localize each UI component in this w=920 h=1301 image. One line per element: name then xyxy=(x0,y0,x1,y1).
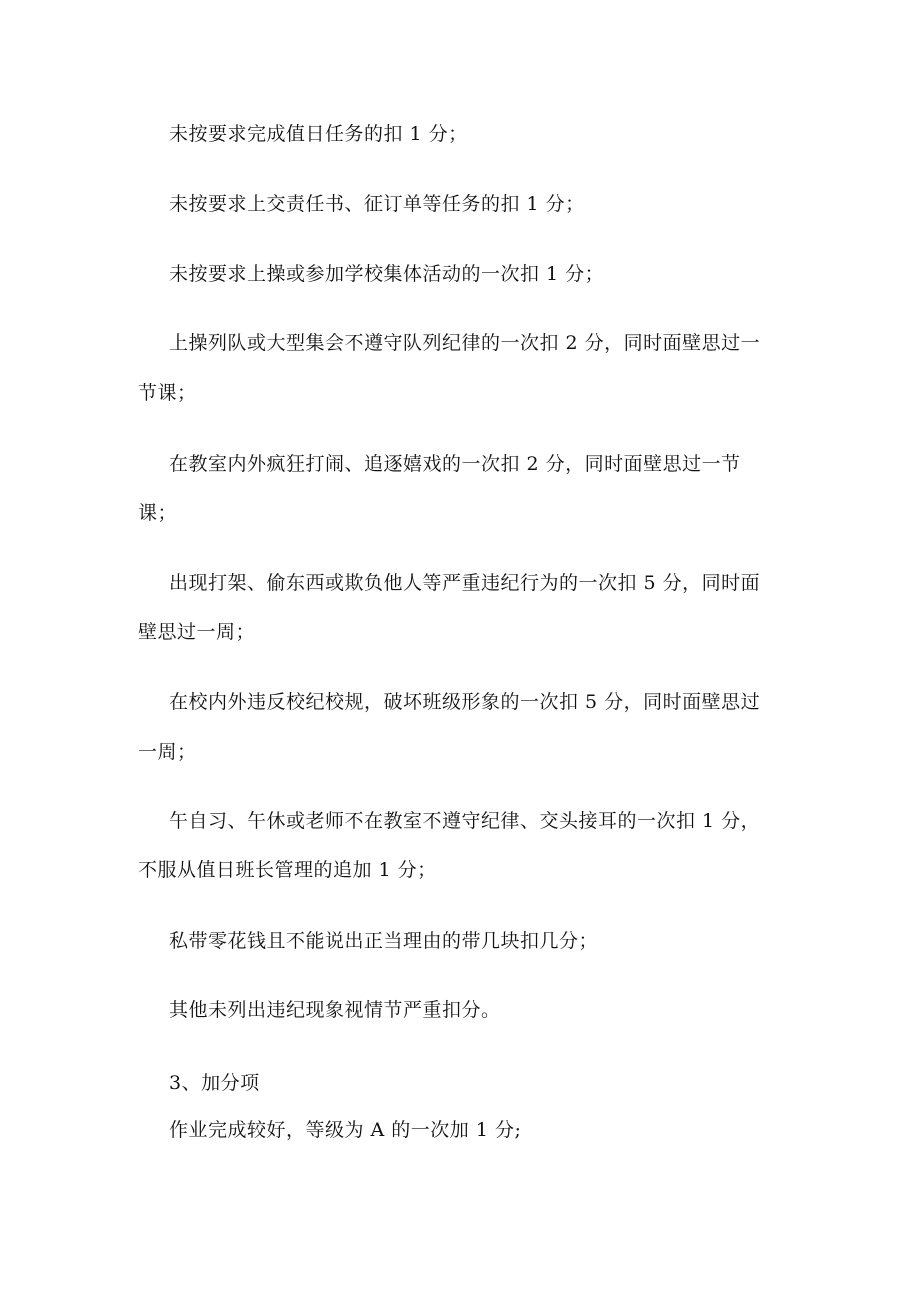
bonus-item: 作业完成较好，等级为 A 的一次加 1 分; xyxy=(169,1119,522,1141)
rule-line-continuation: 壁思过一周； xyxy=(138,621,256,643)
rule-line: 未按要求上交责任书、征订单等任务的扣 1 分； xyxy=(169,193,585,215)
rule-line: 私带零花钱且不能说出正当理由的带几块扣几分； xyxy=(169,930,599,952)
rule-line: 在教室内外疯狂打闹、追逐嬉戏的一次扣 2 分，同时面壁思过一节 xyxy=(169,453,741,475)
rule-line-continuation: 一周； xyxy=(138,741,197,763)
rule-line: 未按要求完成值日任务的扣 1 分； xyxy=(169,123,468,145)
rule-line-continuation: 课； xyxy=(138,502,178,524)
rule-line: 在校内外违反校纪校规，破坏班级形象的一次扣 5 分，同时面壁思过 xyxy=(169,691,761,713)
rule-line-continuation: 不服从值日班长管理的追加 1 分； xyxy=(138,859,437,881)
rule-line: 上操列队或大型集会不遵守队列纪律的一次扣 2 分，同时面壁思过一 xyxy=(169,332,761,354)
rule-line: 午自习、午休或老师不在教室不遵守纪律、交头接耳的一次扣 1 分， xyxy=(169,810,761,832)
rule-line: 未按要求上操或参加学校集体活动的一次扣 1 分； xyxy=(169,263,605,285)
section-heading: 3、加分项 xyxy=(169,1072,260,1094)
rule-line: 出现打架、偷东西或欺负他人等严重违纪行为的一次扣 5 分，同时面 xyxy=(169,572,761,594)
rule-line-continuation: 节课； xyxy=(138,382,197,404)
rule-line: 其他未列出违纪现象视情节严重扣分。 xyxy=(169,999,501,1021)
